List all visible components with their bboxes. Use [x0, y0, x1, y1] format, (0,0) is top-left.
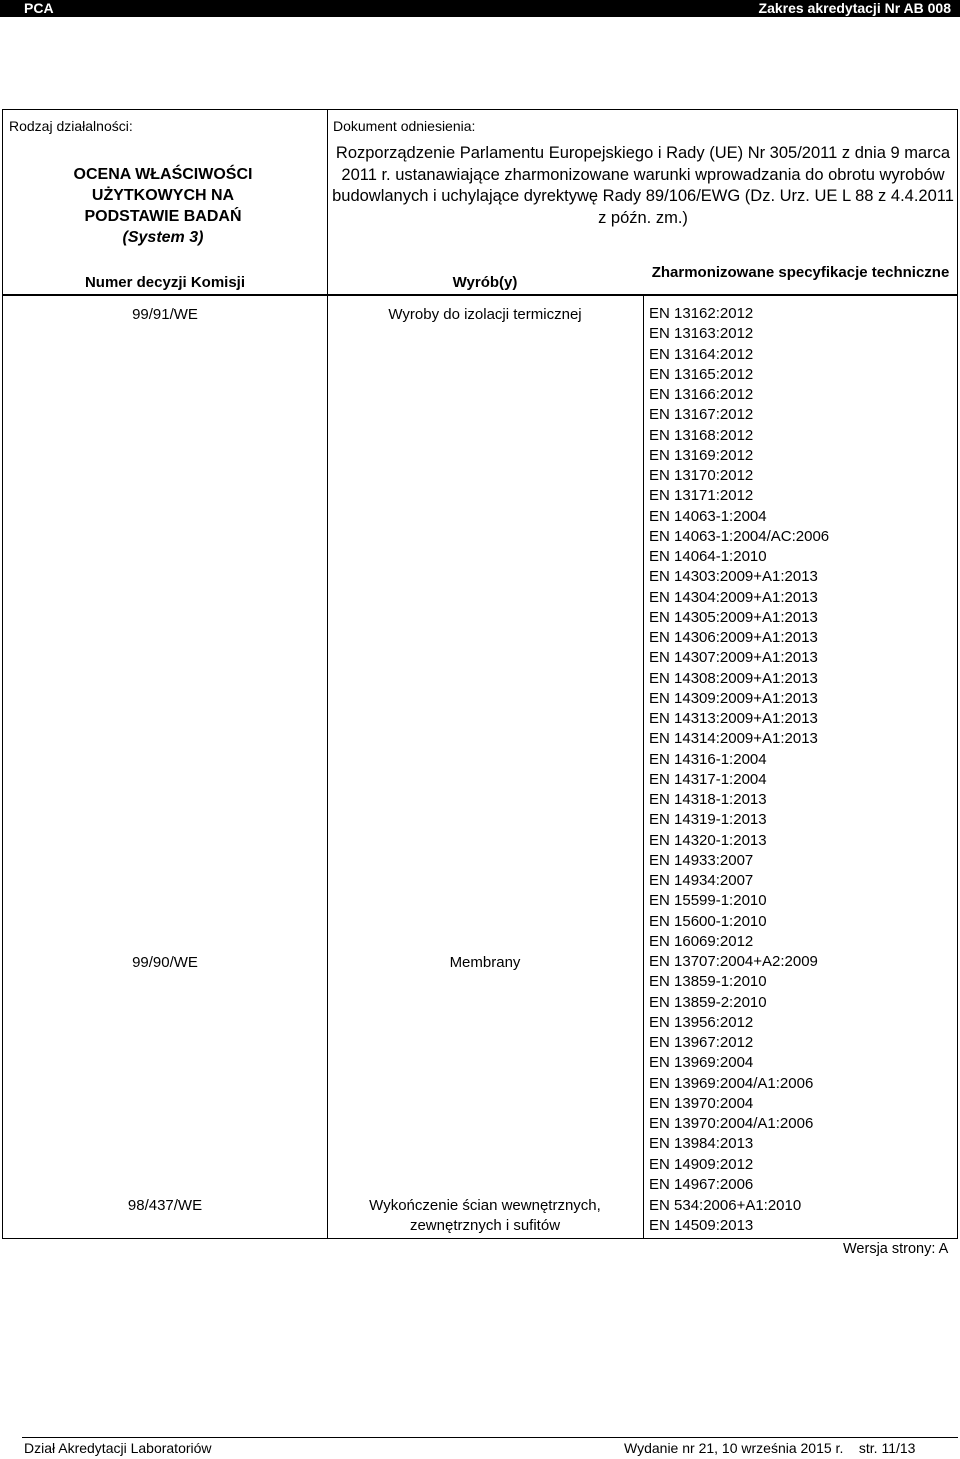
- activity-system: (System 3): [122, 229, 204, 246]
- product-name: Wyroby do izolacji termicznej: [388, 306, 582, 323]
- footer-department: Dział Akredytacji Laboratoriów: [24, 1440, 212, 1456]
- activity-title-line-3: PODSTAWIE BADAŃ: [84, 208, 242, 225]
- decision-number: 99/91/WE: [132, 306, 198, 323]
- column-divider: [327, 295, 328, 1239]
- footer-divider: [22, 1437, 958, 1438]
- footer-edition-page: Wydanie nr 21, 10 września 2015 r. str. 11/13: [624, 1440, 916, 1456]
- column-header-product: Wyrób(y): [452, 274, 518, 291]
- decision-number: 98/437/WE: [127, 1197, 203, 1214]
- activity-title: [6, 164, 320, 248]
- reference-document-text: Rozporządzenie Parlamentu Europejskiego i Rady (UE) Nr 305/2011 z dnia 9 marca 2011 r. ustanawiające zharmonizowane warunki wprowadzania do obrotu wyrobów budowlanych i uchylające dyrektywę Rady 89/106/EWG (Dz. Urz. UE L 88 z 4.4.2011 z późn. zm.): [332, 144, 954, 227]
- activity-title-line-2: UŻYTKOWYCH NA: [91, 187, 235, 204]
- product-name: Wykończenie ścian wewnętrznych, zewnętrznych i sufitów: [369, 1197, 601, 1234]
- column-divider: [643, 295, 644, 1239]
- spec-list: EN 13162:2012 EN 13163:2012 EN 13164:2012 EN 13165:2012 EN 13166:2012 EN 13167:2012 EN 13168:2012 EN 13169:2012 EN 13170:2012 EN 13171:2012 EN 14063-1:2004 EN 14063-1:2004/AC:2006 EN 14064-1:2010 EN 14303:2009+A1:2013 EN 14304:2009+A1:2013 EN 14305:2009+A1:2013 EN 14306:2009+A1:2013 EN 14307:2009+A1:2013 EN 14308:2009+A1:2013 EN 14309:2009+A1:2013 EN 14313:2009+A1:2013 EN 14314:2009+A1:2013 EN 14316-1:2004 EN 14317-1:2004 EN 14318-1:2013 EN 14319-1:2013 EN 14320-1:2013 EN 14933:2007 EN 14934:2007 EN 15599-1:2010 EN 15600-1:2010 EN 16069:2012: [649, 305, 830, 950]
- decision-number: 99/90/WE: [132, 954, 198, 971]
- column-header-decision: Numer decyzji Komisji: [84, 274, 246, 291]
- reference-document-label: Dokument odniesienia:: [333, 118, 476, 134]
- activity-title-line-1: OCENA WŁAŚCIWOŚCI: [73, 166, 253, 183]
- product-name: Membrany: [449, 954, 521, 971]
- column-header-specs: Zharmonizowane specyfikacje techniczne: [651, 264, 950, 281]
- spec-list: EN 534:2006+A1:2010 EN 14509:2013: [649, 1197, 802, 1235]
- activity-label: Rodzaj działalności:: [9, 118, 133, 134]
- header-org: PCA: [24, 0, 54, 16]
- page-version: Wersja strony: A: [843, 1241, 949, 1257]
- page-header-bar: [0, 0, 960, 17]
- spec-list: EN 13707:2004+A2:2009 EN 13859-1:2010 EN 13859-2:2010 EN 13956:2012 EN 13967:2012 EN 13969:2004 EN 13969:2004/A1:2006 EN 13970:2004 EN 13970:2004/A1:2006 EN 13984:2013 EN 14909:2012 EN 14967:2006: [649, 953, 818, 1193]
- header-scope-title: Zakres akredytacji Nr AB 008: [758, 0, 951, 16]
